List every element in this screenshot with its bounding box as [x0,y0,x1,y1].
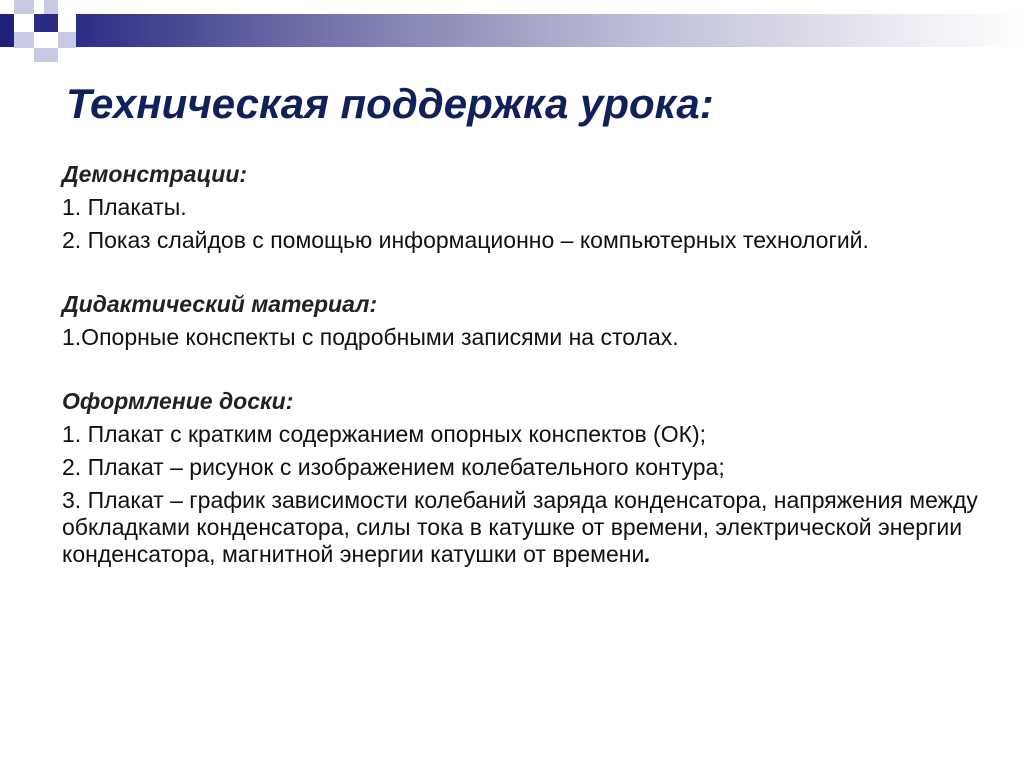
decor-square [34,32,58,48]
decor-square [34,14,58,32]
section-heading-didactic: Дидактический материал: [62,291,378,317]
list-item-text: 3. Плакат – график зависимости колебаний заряда конденсатора, напряжения между обкладками конденсатора, силы тока в катушке от времени, электрической энергии конденсатора, магнитной энергии катушки от времени [62,487,978,567]
slide-body [62,160,982,574]
spacer [62,357,982,387]
decor-square [14,14,34,32]
decor-square [58,14,76,32]
decor-square [58,32,76,48]
decorative-top-bar [0,14,1024,47]
decor-square [14,0,34,14]
decor-square [44,0,58,14]
final-period: . [644,541,651,567]
decor-square [58,0,74,14]
list-item: 2. Показ слайдов с помощью информационно – компьютерных технологий. [62,227,869,253]
spacer [62,260,982,290]
section-heading-board: Оформление доски: [62,388,294,414]
decor-square [34,48,58,62]
decor-square [14,32,34,48]
list-item: 1. Плакат с кратким содержанием опорных конспектов (ОК); [62,421,707,447]
slide-title: Техническая поддержка урока: [66,80,714,127]
list-item: 2. Плакат – рисунок с изображением колебательного контура; [62,454,725,480]
list-item [62,487,982,568]
list-item: 1. Плакаты. [62,194,187,220]
section-heading-demonstrations: Демонстрации: [62,161,248,187]
list-item: 1.Опорные конспекты с подробными записями на столах. [62,324,679,350]
